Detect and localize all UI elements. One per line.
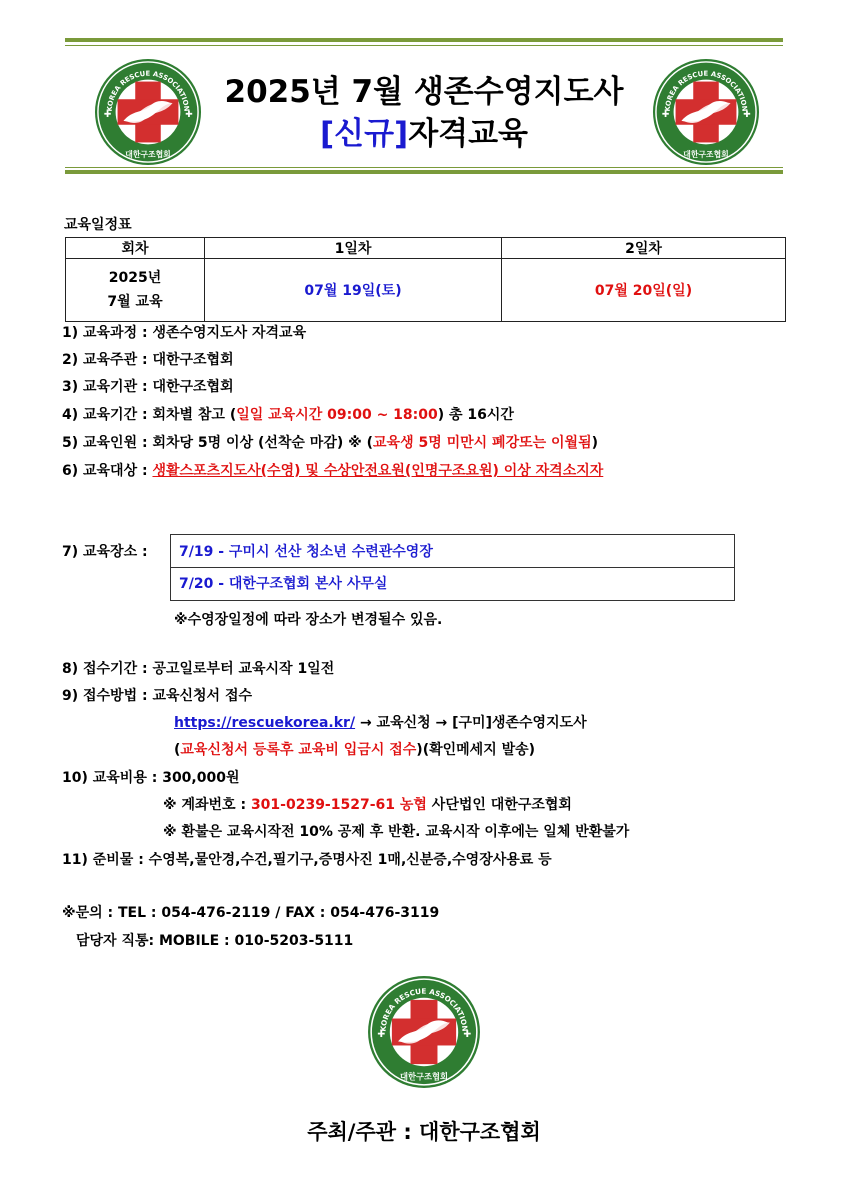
- top-rule-thin: [65, 45, 783, 46]
- item-8-period: 8) 접수기간 : 공고일로부터 교육시작 1일전: [62, 661, 335, 677]
- contact-line1: ※문의 : TEL : 054-476-2119 / FAX : 054-476-3119: [62, 905, 440, 921]
- schedule-header-round: 회차: [66, 238, 205, 259]
- item-4-hours: 일일 교육시간 09:00 ~ 18:00: [236, 407, 438, 423]
- item-2-organizer: 2) 교육주관 : 대한구조협회: [62, 352, 234, 368]
- registration-path: → 교육신청 → [구미]생존수영지도사: [355, 715, 587, 731]
- footer-host: 주최/주관 : 대한구조협회: [307, 1120, 541, 1144]
- svg-text:대한구조협회: 대한구조협회: [400, 1071, 448, 1082]
- item-5-warning: 교육생 5명 미만시 폐강또는 이월됨: [373, 435, 592, 451]
- schedule-day1-date: 07월 19일(토): [205, 259, 502, 322]
- location-box-1: 7/19 - 구미시 선산 청소년 수련관수영장: [170, 534, 735, 568]
- account-holder: 사단법인 대한구조협회: [426, 797, 572, 813]
- item-11-supplies: 11) 준비물 : 수영복,물안경,수건,필기구,증명사진 1매,신분증,수영장사용료 등: [62, 852, 552, 868]
- schedule-round-line1: 2025년: [108, 270, 162, 286]
- item-10-account: [163, 795, 572, 815]
- item-9-note-a: (: [174, 742, 181, 758]
- svg-text:KOREA RESCUE ASSOCIATION: KOREA RESCUE ASSOCIATION: [378, 986, 470, 1032]
- item-5-text-b: ): [591, 435, 598, 451]
- item-6-qualification: 생활스포츠지도사(수영) 및 수상안전요원(인명구조요원) 이상 자격소지자: [152, 463, 604, 479]
- registration-link[interactable]: https://rescuekorea.kr/: [174, 715, 356, 731]
- item-5-text-a: 5) 교육인원 : 회차당 5명 이상 (선착순 마감) ※ (: [62, 435, 374, 451]
- top-rule-thick: [65, 38, 783, 42]
- item-4-period: [62, 405, 514, 425]
- title-bracket-open: [: [319, 116, 335, 152]
- schedule-round-line2: 7월 교육: [107, 294, 163, 310]
- svg-text:대한구조협회: 대한구조협회: [125, 150, 171, 160]
- schedule-header-day1: 1일차: [205, 238, 502, 259]
- schedule-label: 교육일정표: [64, 217, 132, 233]
- title-rest: 자격교육: [408, 116, 529, 152]
- header-rule-thick: [65, 170, 783, 174]
- header-rule-thin: [65, 167, 783, 168]
- item-3-institution: 3) 교육기관 : 대한구조협회: [62, 379, 234, 395]
- item-10-fee: 10) 교육비용 : 300,000원: [62, 770, 240, 786]
- item-6-text-a: 6) 교육대상 :: [62, 463, 153, 479]
- page-title-line1: 2025년 7월 생존수영지도사: [224, 74, 624, 110]
- title-bracket-close: ]: [394, 116, 409, 152]
- item-1-course: 1) 교육과정 : 생존수영지도사 자격교육: [62, 325, 307, 341]
- schedule-table: [65, 237, 786, 322]
- account-number: 301-0239-1527-61 농협: [250, 797, 427, 813]
- schedule-round-cell: [66, 259, 205, 322]
- schedule-day2-date: 07월 20일(일): [502, 259, 786, 322]
- footer-logo: [367, 975, 481, 1089]
- item-9-method: 9) 접수방법 : 교육신청서 접수: [62, 688, 252, 704]
- item-9-link-line: [174, 713, 587, 733]
- svg-text:KOREA RESCUE ASSOCIATION: KOREA RESCUE ASSOCIATION: [105, 69, 191, 112]
- svg-text:KOREA RESCUE ASSOCIATION: KOREA RESCUE ASSOCIATION: [663, 69, 749, 112]
- title-new-label: 신규: [334, 116, 395, 152]
- item-9-note: [174, 740, 535, 760]
- item-9-note-red: 교육신청서 등록후 교육비 입금시 접수: [180, 742, 417, 758]
- location-box-2: 7/20 - 대한구조협회 본사 사무실: [170, 567, 735, 601]
- item-7-label: 7) 교육장소 :: [62, 544, 148, 560]
- item-9-note-b: )(확인메세지 발송): [416, 742, 536, 758]
- schedule-header-day2: 2일차: [502, 238, 786, 259]
- item-7-note: ※수영장일정에 따라 장소가 변경될수 있음.: [174, 612, 443, 628]
- account-label: ※ 계좌번호 :: [163, 797, 251, 813]
- svg-text:대한구조협회: 대한구조협회: [683, 150, 729, 160]
- item-4-text-a: 4) 교육기간 : 회차별 참고 (: [62, 407, 237, 423]
- contact-line2: 담당자 직통: MOBILE : 010-5203-5111: [76, 933, 354, 949]
- page-title-line2: [160, 114, 688, 154]
- item-10-refund: ※ 환불은 교육시작전 10% 공제 후 반환. 교육시작 이후에는 일체 반환불가: [163, 824, 630, 840]
- item-6-target: [62, 461, 603, 481]
- item-5-capacity: [62, 433, 598, 453]
- item-4-text-b: ) 총 16시간: [437, 407, 514, 423]
